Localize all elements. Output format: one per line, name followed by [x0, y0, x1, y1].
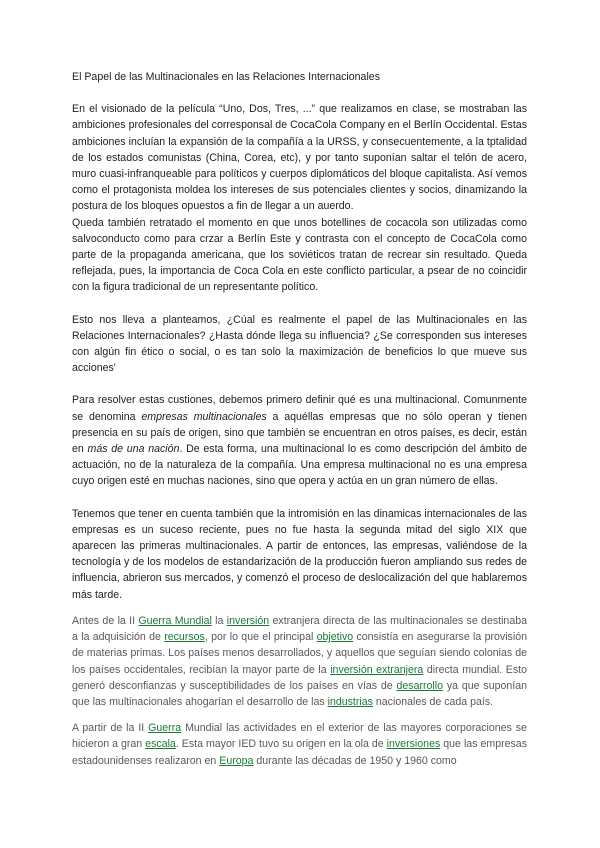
link-inversion-extranjera[interactable]: inversión extranjera	[330, 663, 424, 676]
document-body	[72, 69, 527, 769]
link-escala[interactable]: escala	[145, 738, 176, 751]
link-industrias[interactable]: industrias	[327, 695, 373, 708]
link-guerra[interactable]: Guerra	[148, 722, 182, 735]
paragraph-7: A partir de la II Guerra Mundial las actividades en el exterior de las mayores corporaciones se hicieron a gran escala. Esta mayor IED tuvo su origen en la ola de inversiones que las empresas estadounidenses realizaron en Europa durante las décadas de 1950 y 1960 como	[72, 722, 527, 767]
link-europa[interactable]: Europa	[219, 754, 254, 767]
paragraph-5: Tenemos que tener en cuenta también que la intromisión en las dinamicas internacionales de las empresas es un suceso reciente, pues no fue hasta la segunda mitad del siglo XIX que aparecen las primeras multinacionales. A partir de entonces, las empresas, valiéndose de la tecnología y de los modelos de estandarización de la producción fueron ampliando sus redes de influencia, abrieron sus mercados, y comenzó el proceso de deslocalización del que hablaremos más tarde.	[72, 507, 527, 601]
paragraph-1: En el visionado de la película “Uno, Dos, Tres, ...” que realizamos en clase, se mostraban las ambiciones profesionales del corresponsal de CocaCola Company en el Berlín Occidental. Estas ambiciones incluían la expansión de la compañía a la URSS, y consecuentemente, a la tptalidad de los estados comunistas (China, Corea, etc), y por tanto suponían saltar el telón de acero, muro cuasi-infranqueable para políticos y cuerpos diplomáticos del bloque capitalista. Así vemos como el protagonista moldea los intereses de sus potenciales clientes y socios, dinamizando la postura de los bloques opuestos a fin de llegar a un auerdo.	[72, 103, 527, 213]
link-desarrollo[interactable]: desarrollo	[396, 679, 444, 692]
paragraph-6: Antes de la II Guerra Mundial la inversión extranjera directa de las multinacionales se destinaba a la adquisición de recursos, por lo que el principal objetivo consistía en asegurarse la provisión de materias primas. Los países menos desarrollados, y aquellos que seguían siendo colonias de los países occidentales, recibían la mayor parte de la inversión extranjera directa mundial. Esto generó desconfianzas y susceptibilidades de los países en vías de desarrollo ya que suponían que las multinacionales ahogarían el desarrollo de las industrias nacionales de cada país.	[72, 614, 528, 708]
paragraph-4: Para resolver estas custiones, debemos primero definir qué es una multinacional. Comunmente se denomina empresas multinacionales a aquéllas empresas que no sólo operan y tienen presencia en su país de origen, sino que también se encuentran en otros países, es decir, están en más de una nación. De esta forma, una multinacional lo es como descripción del ámbito de actuación, no de la naturaleza de la compañía. Una empresa multinacional no es una empresa cuyo origen esté en muchas naciones, sino que opera y actúa en un gran número de ellas.	[72, 394, 528, 488]
emphasis-term: más de una nación	[87, 443, 180, 456]
paragraph-2: Queda también retratado el momento en que unos botellines de cocacola son utilizadas como salvoconducto como para crzar a Berlín Este y contrasta con el concepto de CocaCola como parte de la propaganda americana, que los soviéticos tratan de recrear sin resultado. Queda reflejada, pues, la importancia de Coca Cola en este conflicto particular, a psear de no coincidir con la figura tradicional de un representante político.	[72, 216, 527, 294]
paragraph-3: Esto nos lleva a planteamos, ¿Cúal es realmente el papel de las Multinacionales en las Relaciones Internacionales? ¿Hasta dónde llega su influencia? ¿Se corresponden sus intereses con algún fin ético o social, o es tan solo la maximización de beneficios lo que mueve sus acciones'	[72, 313, 527, 375]
link-guerra-mundial[interactable]: Guerra Mundial	[138, 614, 212, 627]
link-inversiones[interactable]: inversiones	[386, 738, 441, 751]
link-objetivo[interactable]: objetivo	[316, 631, 354, 644]
link-inversion[interactable]: inversión	[226, 614, 270, 627]
document-title: El Papel de las Multinacionales en las Relaciones Internacionales	[72, 71, 380, 83]
emphasis-term: empresas multinacionales	[141, 410, 267, 423]
link-recursos[interactable]: recursos	[164, 631, 205, 644]
